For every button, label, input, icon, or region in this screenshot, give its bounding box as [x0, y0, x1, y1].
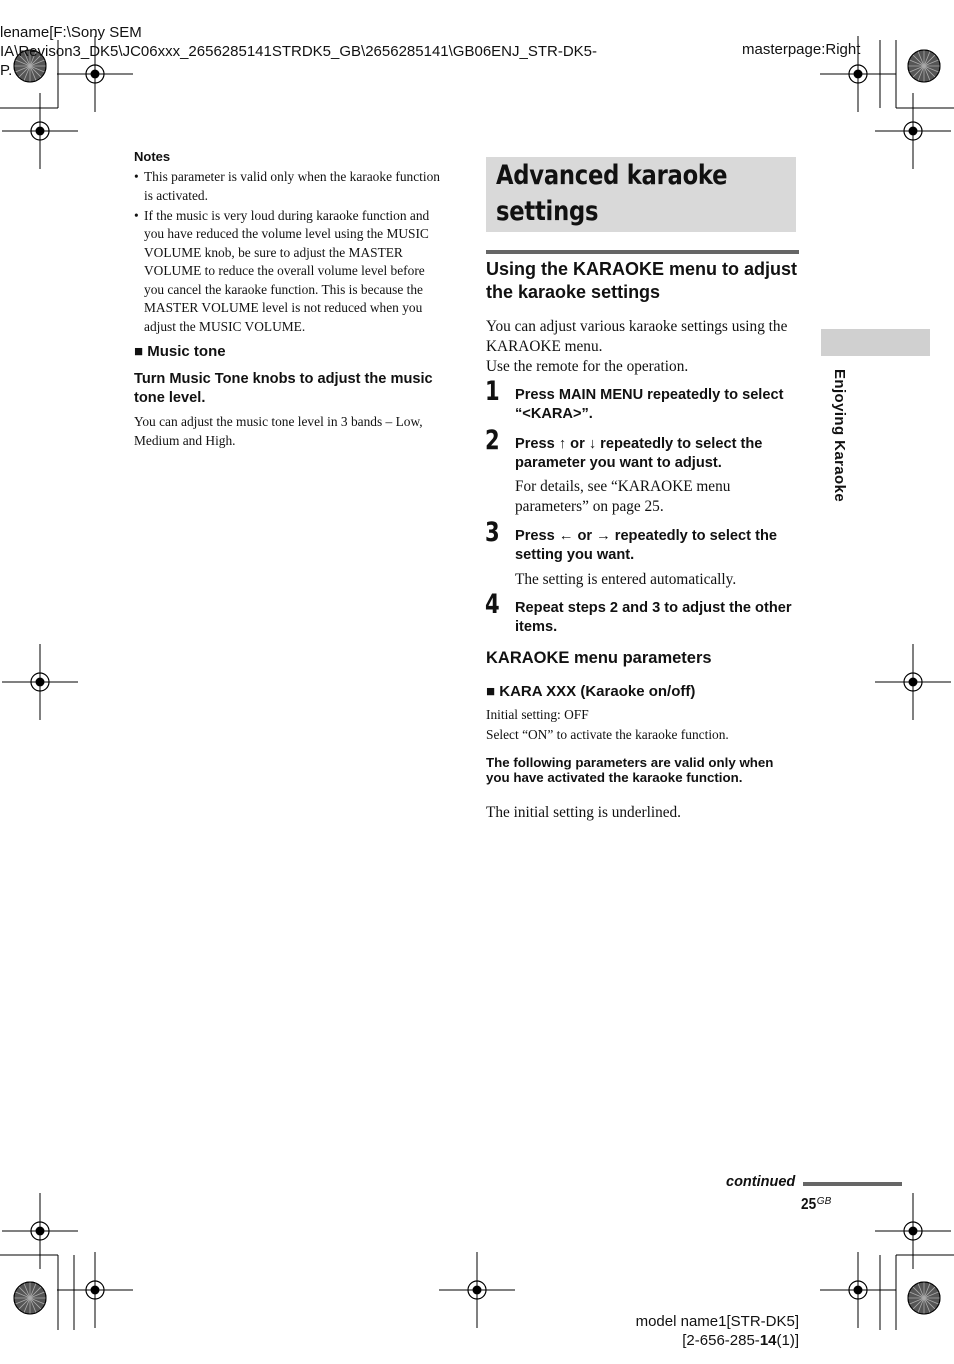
intro-line-2: Use the remote for the operation.	[486, 358, 689, 375]
params-heading: KARAOKE menu parameters	[486, 649, 712, 667]
kara-heading-text: KARA XXX (Karaoke on/off)	[499, 683, 696, 700]
notes-title: Notes	[134, 149, 171, 164]
section-rule	[486, 250, 799, 254]
left-column	[134, 149, 446, 450]
music-tone-body: You can adjust the music tone level in 3 bands – Low, Medium and High.	[134, 414, 423, 448]
square-bullet-icon: ■	[486, 683, 496, 700]
side-tab-label: Enjoying Karaoke	[831, 369, 848, 503]
step-3-text: Press ← or → repeatedly to select the setting you want.	[515, 528, 777, 563]
list-item: • This parameter is valid only when the karaoke function is activated.	[134, 168, 446, 205]
filename-line-1: lename[F:\Sony SEM	[0, 24, 142, 41]
section-title	[496, 158, 727, 230]
page-number-suffix: GB	[816, 1196, 832, 1207]
valid-params-note: The following parameters are valid only when you have activated the karaoke function.	[486, 755, 774, 785]
music-tone-heading	[134, 343, 446, 360]
step-number: 3	[485, 517, 500, 548]
page-number-value: 25	[801, 1196, 817, 1213]
step-4-text: Repeat steps 2 and 3 to adjust the other items.	[515, 600, 792, 635]
step-number: 2	[485, 425, 500, 456]
underlined-note: The initial setting is underlined.	[486, 804, 681, 821]
intro-text	[486, 317, 798, 377]
filename-line-2: IA\Revison3_DK5\JC06xxx_2656285141STRDK5_GB\2656285141\GB06ENJ_STR-DK5-	[0, 43, 598, 60]
model-code-prefix: [2-656-285-	[682, 1332, 760, 1349]
model-line-2	[631, 1331, 799, 1350]
notes-list	[134, 168, 446, 336]
model-code-suffix: (1)]	[776, 1332, 799, 1349]
section-title-box	[486, 157, 796, 232]
model-code-revision: 14	[759, 1332, 777, 1349]
model-info	[631, 1312, 799, 1350]
kara-initial-setting: Initial setting: OFF	[486, 707, 589, 722]
music-tone-instruction: Turn Music Tone knobs to adjust the music tone level.	[134, 371, 433, 406]
section-heading: Using the KARAOKE menu to adjust the karaoke settings	[486, 259, 798, 302]
masterpage-label: masterpage:Right	[742, 41, 861, 58]
step-2-text: Press ↑ or ↓ repeatedly to select the parameter you want to adjust.	[515, 436, 763, 471]
step-3-note: The setting is entered automatically.	[515, 571, 737, 588]
page-number	[801, 1196, 831, 1214]
continued-label: continued	[726, 1174, 796, 1190]
music-tone-heading-text: Music tone	[147, 343, 226, 360]
filename-line-3: P.	[0, 62, 13, 79]
step-number: 1	[485, 376, 500, 407]
side-tab-bar	[821, 329, 930, 356]
kara-details	[486, 705, 798, 745]
section-title-line-1: Advanced karaoke	[496, 160, 728, 191]
step-1-text: Press MAIN MENU repeatedly to select “<KARA>”.	[515, 387, 784, 422]
intro-line-1: You can adjust various karaoke settings using the KARAOKE menu.	[486, 318, 788, 355]
list-item: • If the music is very loud during karaoke function and you have reduced the volume level using the MUSIC VOLUME knob, be sure to adjust the MASTER VOLUME to reduce the overall volume level before you cancel the karaoke function. This is because the MASTER VOLUME level is not reduced when you adjust the MUSIC VOLUME.	[134, 207, 446, 337]
model-line-1: model name1[STR-DK5]	[635, 1313, 799, 1330]
square-bullet-icon: ■	[134, 343, 144, 360]
step-number: 4	[485, 589, 500, 620]
kara-heading	[486, 683, 695, 700]
print-filename	[0, 23, 597, 80]
step-2-note: For details, see “KARAOKE menu parameters” on page 25.	[515, 478, 731, 515]
continued-rule	[803, 1182, 902, 1186]
section-title-line-2: settings	[496, 196, 599, 227]
kara-select-text: Select “ON” to activate the karaoke function.	[486, 727, 729, 742]
